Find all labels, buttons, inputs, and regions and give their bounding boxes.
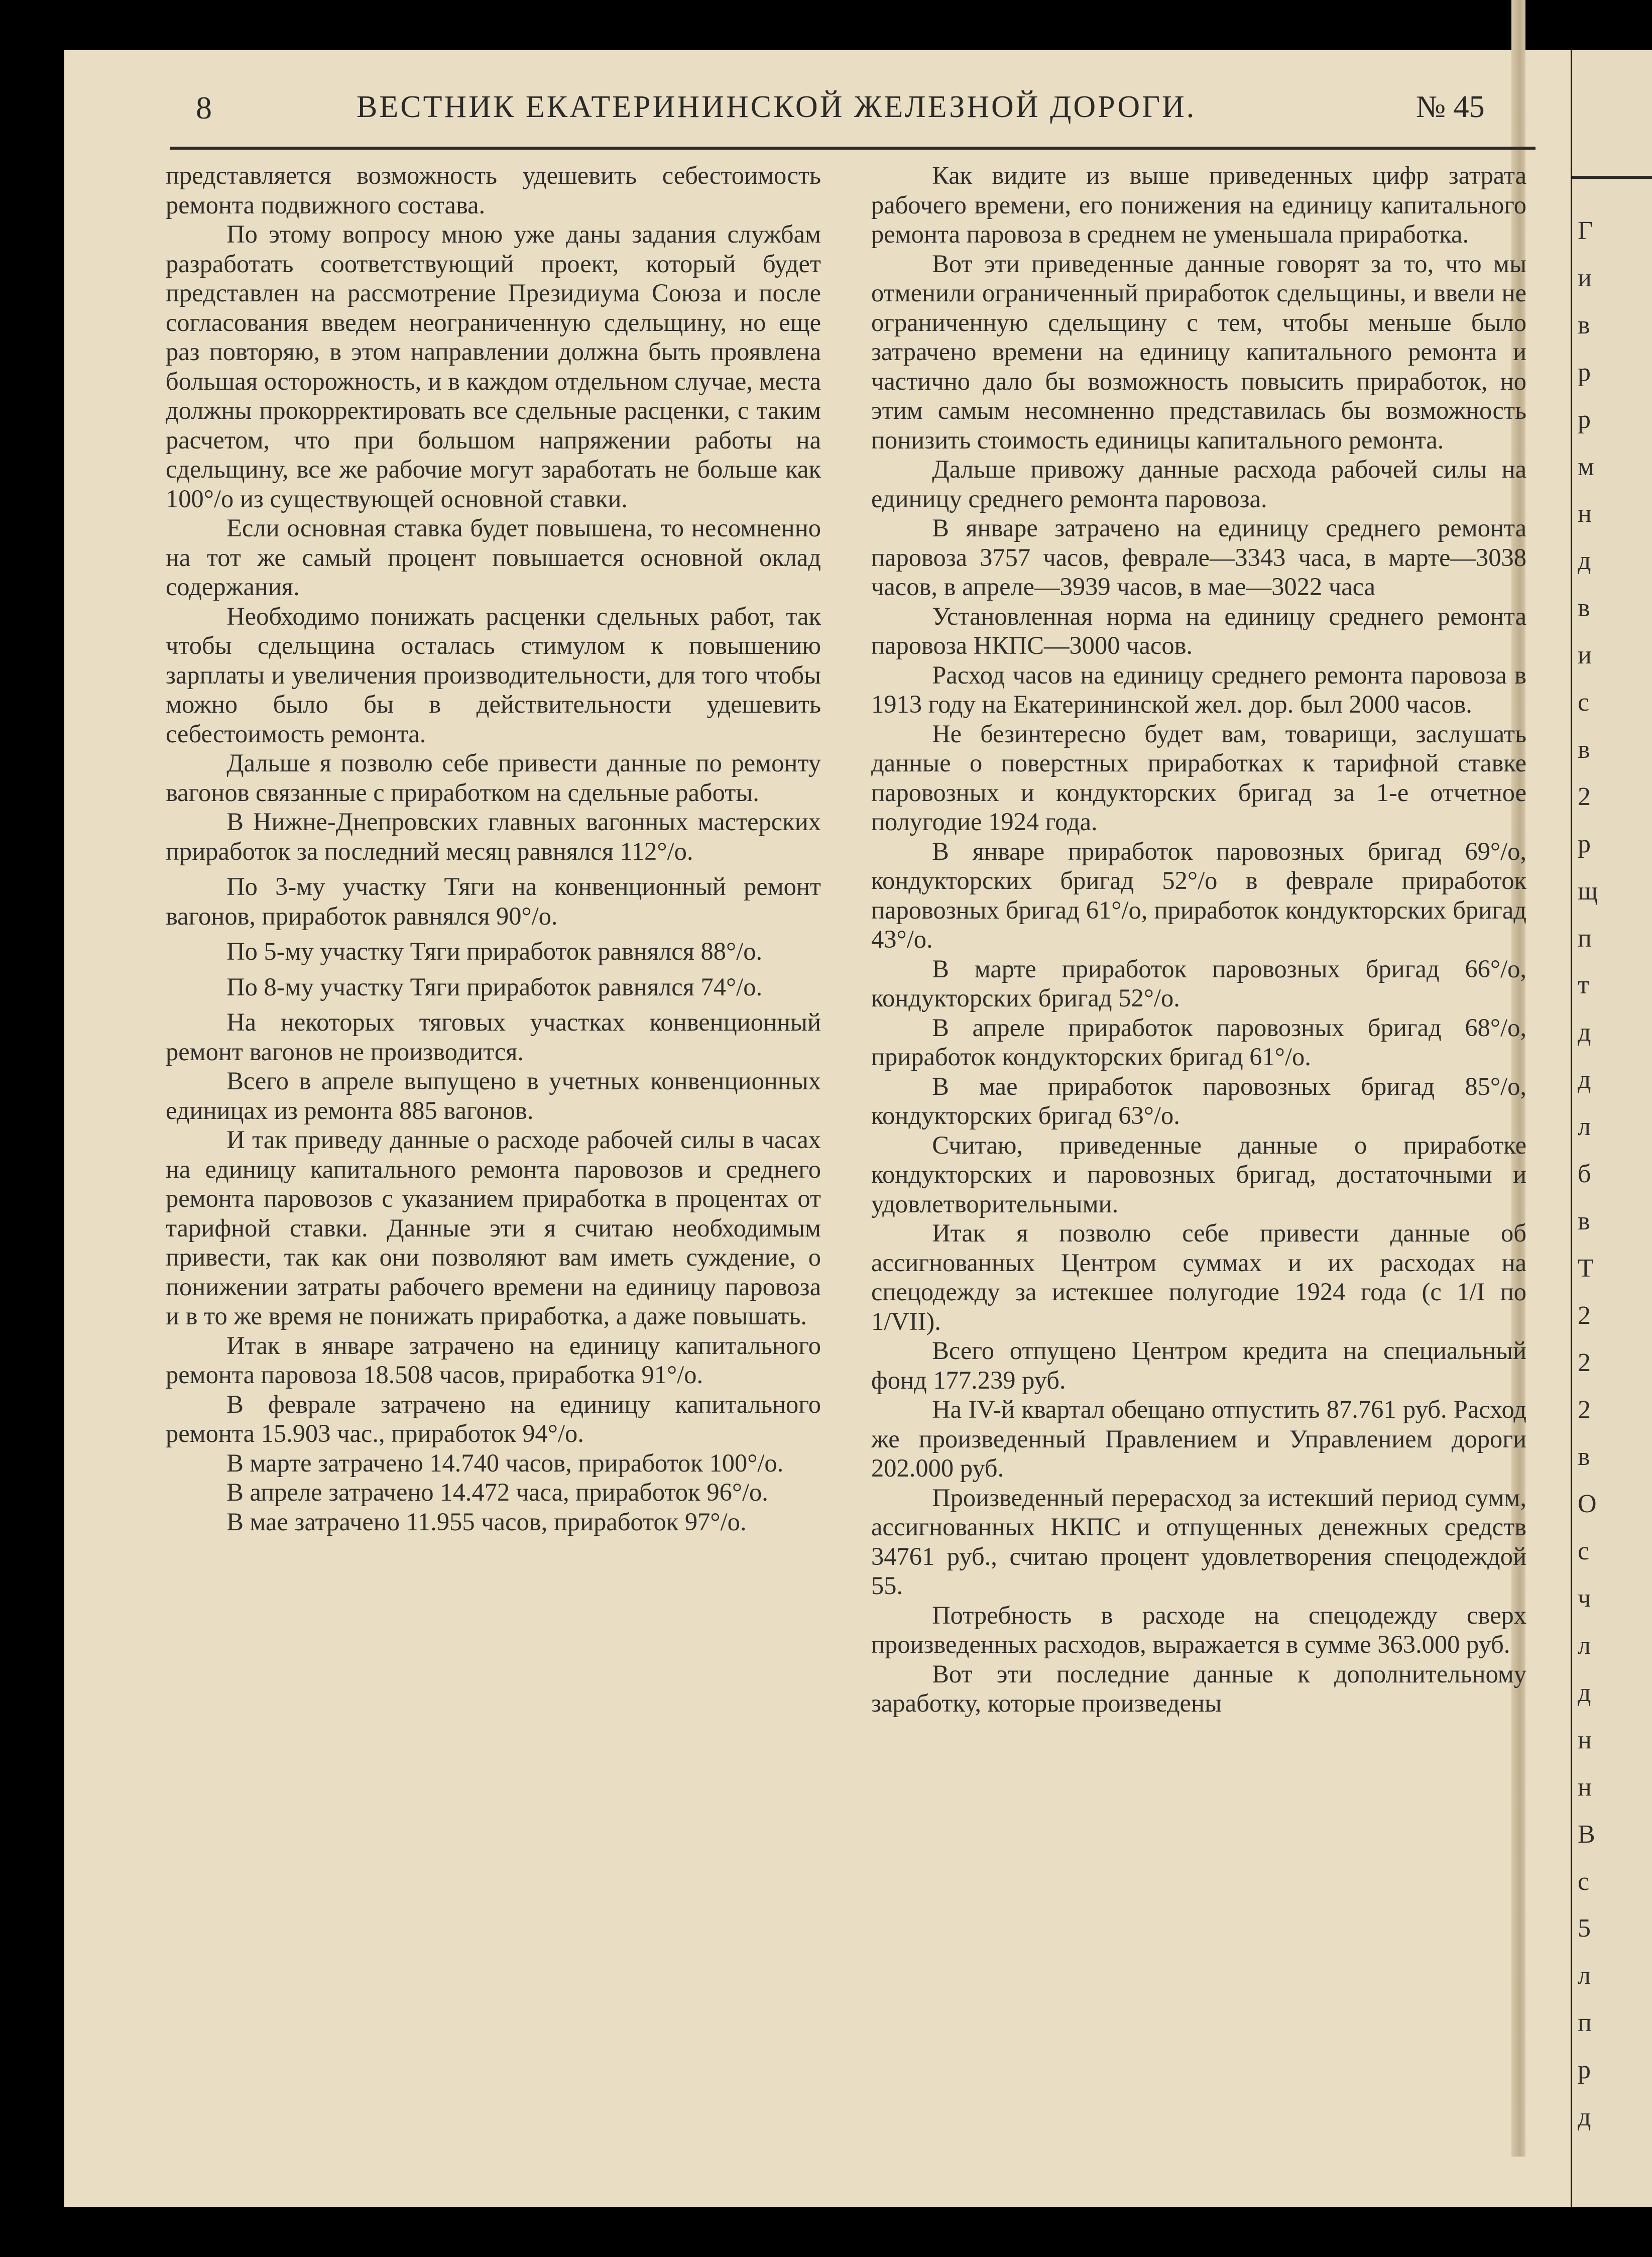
adjacent-page-fragment: щ <box>1578 876 1598 906</box>
adjacent-header-rule <box>1572 176 1652 179</box>
paragraph: В январе затрачено на единицу среднего ремонта паровоза 3757 часов, феврале—3343 часа, в марте—3038 часов, в апреле—3939 часов, в мае—3022 часа <box>871 514 1526 601</box>
adjacent-page-fragment: В <box>1578 1820 1595 1849</box>
adjacent-page-fragment: б <box>1578 1160 1591 1189</box>
paragraph: Вот эти приведенные данные говорят за то, что мы отменили ограниченный приработок сдельщины, и ввели не ограниченную сдельщину с тем, чтобы меньше было затрачено времени на единицу капитального ремонта и частично дало бы возможность повысить приработок, но этим самым несомненно представилась бы возможность понизить стоимость единицы капитального ремонта. <box>871 249 1526 454</box>
adjacent-page-fragment: н <box>1578 1725 1592 1754</box>
paragraph: В марте затрачено 14.740 часов, приработок 100°/о. <box>226 1448 784 1477</box>
adjacent-page-fragment: в <box>1578 1206 1590 1235</box>
adjacent-page-fragment: д <box>1578 1678 1591 1707</box>
adjacent-page-fragment: ч <box>1578 1584 1591 1613</box>
adjacent-page-fragment: 2 <box>1578 782 1591 811</box>
adjacent-page-fragment: р <box>1578 358 1591 387</box>
adjacent-page-fragment: в <box>1578 735 1590 764</box>
adjacent-page-fragment: д <box>1578 1018 1591 1047</box>
adjacent-page-fragment: и <box>1578 641 1592 670</box>
header-rule <box>170 147 1536 150</box>
adjacent-page-fragment: 2 <box>1578 1395 1591 1424</box>
paragraph: И так приведу данные о расходе рабочей силы в часах на единицу капитального ремонта паровозов и среднего ремонта паровозов с указанием приработка в процентах от тарифной ставки. Данные эти я считаю необходимым привести, так как они позволяют вам иметь суждение, о понижении затраты рабочего времени на единицу паровоза и в то же время не понижать приработка, а даже повышать. <box>166 1125 821 1330</box>
adjacent-page-fragment: л <box>1578 1961 1591 1990</box>
adjacent-page-fragment: т <box>1578 971 1589 1000</box>
adjacent-page-fragment: д <box>1578 546 1591 576</box>
adjacent-page-fragment: 2 <box>1578 1348 1591 1377</box>
paragraph: В мае приработок паровозных бригад 85°/о, кондукторских бригад 63°/о. <box>871 1072 1526 1130</box>
paragraph: Расход часов на единицу среднего ремонта паровоза в 1913 году на Екатерининской жел. дор. был 2000 часов. <box>871 660 1526 718</box>
paragraph: На IV-й квартал обещано отпустить 87.761 руб. Расход же произведенный Правлением и Управлением дороги 202.000 руб. <box>871 1395 1526 1482</box>
paragraph: Дальше привожу данные расхода рабочей силы на единицу среднего ремонта паровоза. <box>871 455 1526 513</box>
paragraph: В апреле затрачено 14.472 часа, приработок 96°/о. <box>226 1478 768 1506</box>
adjacent-page-fragment: п <box>1578 924 1592 953</box>
paragraph: Вот эти последние данные к дополнительному заработку, которые произведены <box>871 1659 1526 1717</box>
paragraph: По 5-му участку Тяги приработок равнялся 88°/о. <box>226 937 763 965</box>
paragraph: По этому вопросу мною уже даны задания службам разработать соответствующий проект, который будет представлен на рассмотрение Президиума Союза и после согласования введем неограниченную сдельщину, но еще раз повторяю, в этом направлении должна быть проявлена большая осторожность, и в каждом отдельном случае, места должны прокорректировать все сдельные расценки, с таким расчетом, что при большом напряжении работы на сдельщину, все же рабочие могут заработать не больше как 100°/о из существующей основной ставки. <box>166 220 821 513</box>
paragraph: Считаю, приведенные данные о приработке кондукторских и паровозных бригад, достаточными и удовлетворительными. <box>871 1131 1526 1218</box>
paragraph: Итак я позволю себе привести данные об ассигнованных Центром суммах и их расходах на спецодежду за истекшее полугодие 1924 года (с 1/I по 1/VII). <box>871 1219 1526 1335</box>
paragraph: Всего отпущено Центром кредита на специальный фонд 177.239 руб. <box>871 1336 1526 1394</box>
adjacent-page-fragment: м <box>1578 452 1594 481</box>
paragraph: Дальше я позволю себе привести данные по ремонту вагонов связанные с приработком на сдельные работы. <box>166 749 821 807</box>
paragraph: На некоторых тяговых участках конвенционный ремонт вагонов не производится. <box>166 1008 821 1066</box>
paragraph: В Нижне-Днепровских главных вагонных мастерских приработок за последний месяц равнялся 112°/о. <box>166 808 821 865</box>
page-header <box>110 89 1526 140</box>
paragraph: Всего в апреле выпущено в учетных конвенционных единицах из ремонта 885 вагонов. <box>166 1067 821 1124</box>
journal-title: ВЕСТНИК ЕКАТЕРИНИНСКОЙ ЖЕЛЕЗНОЙ ДОРОГИ. <box>357 90 1197 124</box>
adjacent-page-fragment: 2 <box>1578 1301 1591 1330</box>
page-number: 8 <box>196 90 212 126</box>
paragraph: представляется возможность удешевить себестоимость ремонта подвижного состава. <box>166 161 821 219</box>
adjacent-page-fragment: 5 <box>1578 1914 1591 1943</box>
adjacent-page-fragment: О <box>1578 1490 1597 1519</box>
adjacent-page-fragment: р <box>1578 2056 1591 2085</box>
paragraph: Как видите из выше приведенных цифр затрата рабочего времени, его понижения на единицу капитального ремонта паровоза в среднем не уменьшала приработка. <box>871 161 1526 248</box>
adjacent-page-fragment: р <box>1578 405 1591 434</box>
adjacent-page-fragment: р <box>1578 829 1591 858</box>
adjacent-page-fragment: н <box>1578 1772 1592 1801</box>
adjacent-page-fragment: л <box>1578 1631 1591 1660</box>
paragraph: В январе приработок паровозных бригад 69°/о, кондукторских бригад 52°/о в феврале приработок паровозных бригад 61°/о, приработок кондукторских бригад 43°/о. <box>871 837 1526 953</box>
adjacent-page-fragment: н <box>1578 499 1592 528</box>
paragraph: Установленная норма на единицу среднего ремонта паровоза НКПС—3000 часов. <box>871 602 1526 659</box>
paragraph: По 3-му участку Тяги на конвенционный ремонт вагонов, приработок равнялся 90°/о. <box>166 872 821 930</box>
right-column <box>871 161 1526 2099</box>
paragraph: В апреле приработок паровозных бригад 68°/о, приработок кондукторских бригад 61°/о. <box>871 1013 1526 1071</box>
paragraph: В марте приработок паровозных бригад 66°/о, кондукторских бригад 52°/о. <box>871 954 1526 1012</box>
left-column <box>166 161 821 2099</box>
adjacent-page-fragment: д <box>1578 2103 1591 2132</box>
adjacent-page-fragment: в <box>1578 1442 1590 1472</box>
adjacent-page-fragment: Г <box>1578 216 1593 245</box>
adjacent-page-fragment: Т <box>1578 1254 1594 1283</box>
paragraph: Не безинтересно будет вам, товарищи, заслушать данные о поверстных приработках к тарифной ставке паровозных и кондукторских бригад за 1-е отчетное полугодие 1924 года. <box>871 719 1526 836</box>
adjacent-page-edge <box>1572 50 1652 2207</box>
paragraph: В феврале затрачено на единицу капитального ремонта 15.903 час., приработок 94°/о. <box>166 1390 821 1447</box>
adjacent-page-fragment: л <box>1578 1112 1591 1142</box>
adjacent-page-fragment: с <box>1578 688 1590 717</box>
paragraph: Необходимо понижать расценки сдельных работ, так чтобы сдельщина осталась стимулом к повышению зарплаты и увеличения производительности, для того чтобы можно было бы в действительности удешевить себестоимость ремонта. <box>166 602 821 748</box>
paragraph: Если основная ставка будет повышена, то несомненно на тот же самый процент повышается основной оклад содержания. <box>166 514 821 601</box>
adjacent-page-fragment: с <box>1578 1537 1590 1566</box>
adjacent-page-fragment: с <box>1578 1867 1590 1896</box>
adjacent-page-fragment: п <box>1578 2008 1592 2038</box>
paragraph: Итак в январе затрачено на единицу капитального ремонта паровоза 18.508 часов, приработка 91°/о. <box>166 1331 821 1389</box>
paragraph: По 8-му участку Тяги приработок равнялся 74°/о. <box>226 972 763 1001</box>
paragraph: В мае затрачено 11.955 часов, приработок 97°/о. <box>226 1507 747 1536</box>
adjacent-page-fragment: д <box>1578 1065 1591 1094</box>
adjacent-page-fragment: и <box>1578 263 1592 292</box>
paragraph: Произведенный перерасход за истекший период сумм, ассигнованных НКПС и отпущенных денежных средств 34761 руб., считаю процент удовлетворения спецодеждой 55. <box>871 1483 1526 1600</box>
adjacent-page-fragment: в <box>1578 594 1590 623</box>
adjacent-page-fragment: в <box>1578 310 1590 340</box>
paragraph: Потребность в расходе на спецодежду сверх произведенных расходов, выражается в сумме 363.000 руб. <box>871 1601 1526 1658</box>
issue-number: № 45 <box>1416 90 1485 124</box>
